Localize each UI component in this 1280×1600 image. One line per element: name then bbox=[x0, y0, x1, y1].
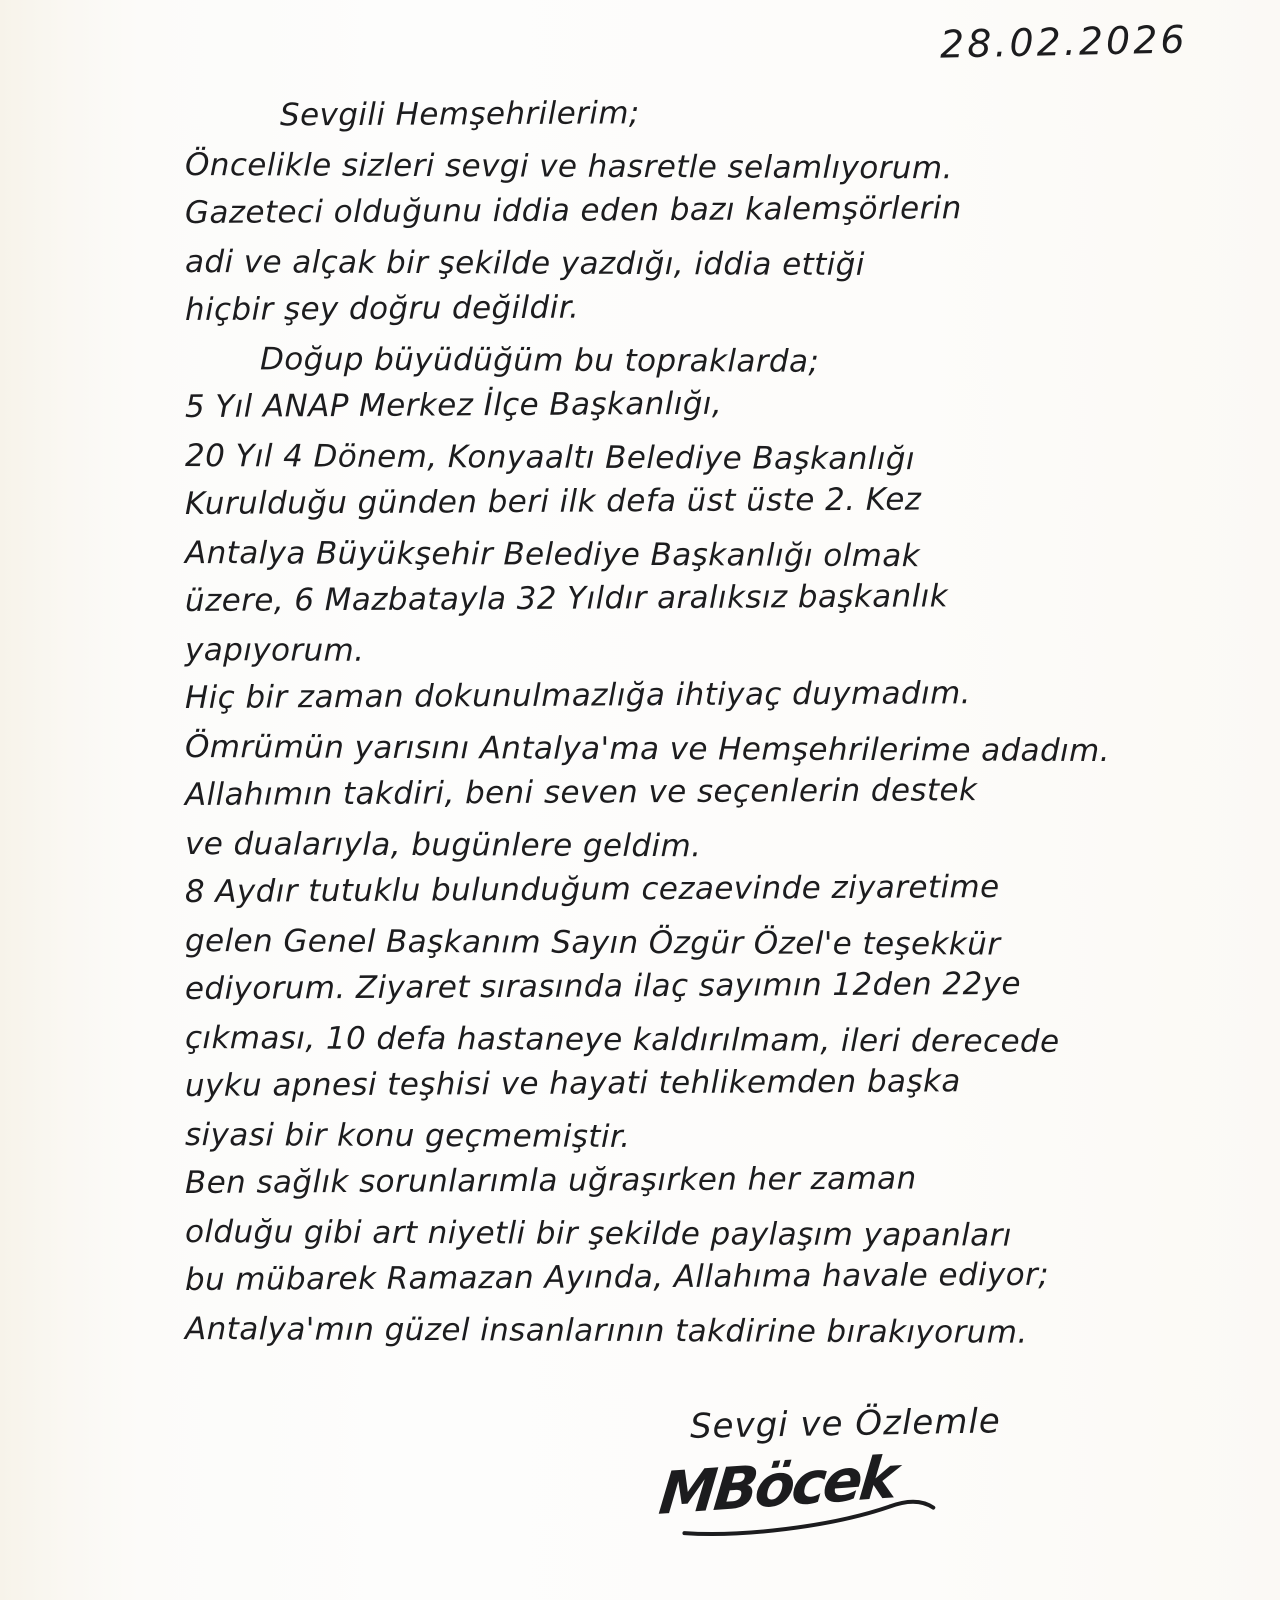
letter-line: Öncelikle sizleri sevgi ve hasretle selamlıyorum. bbox=[184, 146, 953, 186]
letter-line: Ben sağlık sorunlarımla uğraşırken her zaman bbox=[184, 1160, 917, 1201]
letter-line: siyasi bir konu geçmemiştir. bbox=[184, 1116, 631, 1155]
letter-body bbox=[184, 95, 1250, 1359]
letter-line: Hiç bir zaman dokunulmazlığa ihtiyaç duymadım. bbox=[184, 675, 971, 716]
letter-line: Antalya Büyükşehir Belediye Başkanlığı olmak bbox=[184, 534, 921, 574]
letter-line: ve dualarıyla, bugünlere geldim. bbox=[184, 825, 702, 864]
letter-line: ediyorum. Ziyaret sırasında ilaç sayımın 12den 22ye bbox=[184, 965, 1021, 1007]
signature bbox=[656, 1442, 941, 1542]
letter-line: gelen Genel Başkanım Sayın Özgür Özel'e teşekkür bbox=[184, 922, 1001, 963]
letter-line: 8 Aydır tutuklu bulunduğum cezaevinde ziyaretime bbox=[184, 869, 1000, 910]
letter-line: 5 Yıl ANAP Merkez İlçe Başkanlığı, bbox=[184, 385, 723, 425]
letter-line: bu mübarek Ramazan Ayında, Allahıma havale ediyor; bbox=[184, 1256, 1050, 1298]
letter-line: 20 Yıl 4 Dönem, Konyaaltı Belediye Başkanlığı bbox=[184, 437, 915, 477]
signature-text: MBöcek bbox=[656, 1442, 899, 1529]
letter-line: adi ve alçak bir şekilde yazdığı, iddia ettiği bbox=[184, 243, 865, 283]
letter-line: Kurulduğu günden beri ilk defa üst üste 2. Kez bbox=[184, 481, 922, 522]
letter-line: Gazeteci olduğunu iddia eden bazı kalemşörlerin bbox=[184, 190, 962, 231]
letter-line: yapıyorum. bbox=[184, 631, 365, 669]
letter-line: üzere, 6 Mazbatayla 32 Yıldır aralıksız başkanlık bbox=[184, 578, 949, 619]
letter-line: Ömrümün yarısını Antalya'ma ve Hemşehrilerime adadım. bbox=[184, 728, 1111, 769]
letter-line: uyku apnesi teşhisi ve hayati tehlikemden başka bbox=[184, 1063, 961, 1104]
letter-date: 28.02.2026 bbox=[939, 17, 1189, 67]
letter-line: Antalya'mın güzel insanlarının takdirine bırakıyorum. bbox=[184, 1310, 1028, 1351]
letter-line: Allahımın takdiri, beni seven ve seçenlerin destek bbox=[184, 772, 978, 813]
letter-line: çıkması, 10 defa hastaneye kaldırılmam, ileri derecede bbox=[184, 1019, 1060, 1060]
letter-line: hiçbir şey doğru değildir. bbox=[184, 289, 580, 328]
letter-line: olduğu gibi art niyetli bir şekilde paylaşım yapanları bbox=[184, 1213, 1012, 1254]
letter-line: Doğup büyüdüğüm bu topraklarda; bbox=[259, 340, 820, 380]
letter-salutation: Sevgili Hemşehrilerim; bbox=[279, 95, 640, 134]
letter-closing: Sevgi ve Özlemle bbox=[689, 1401, 1002, 1447]
